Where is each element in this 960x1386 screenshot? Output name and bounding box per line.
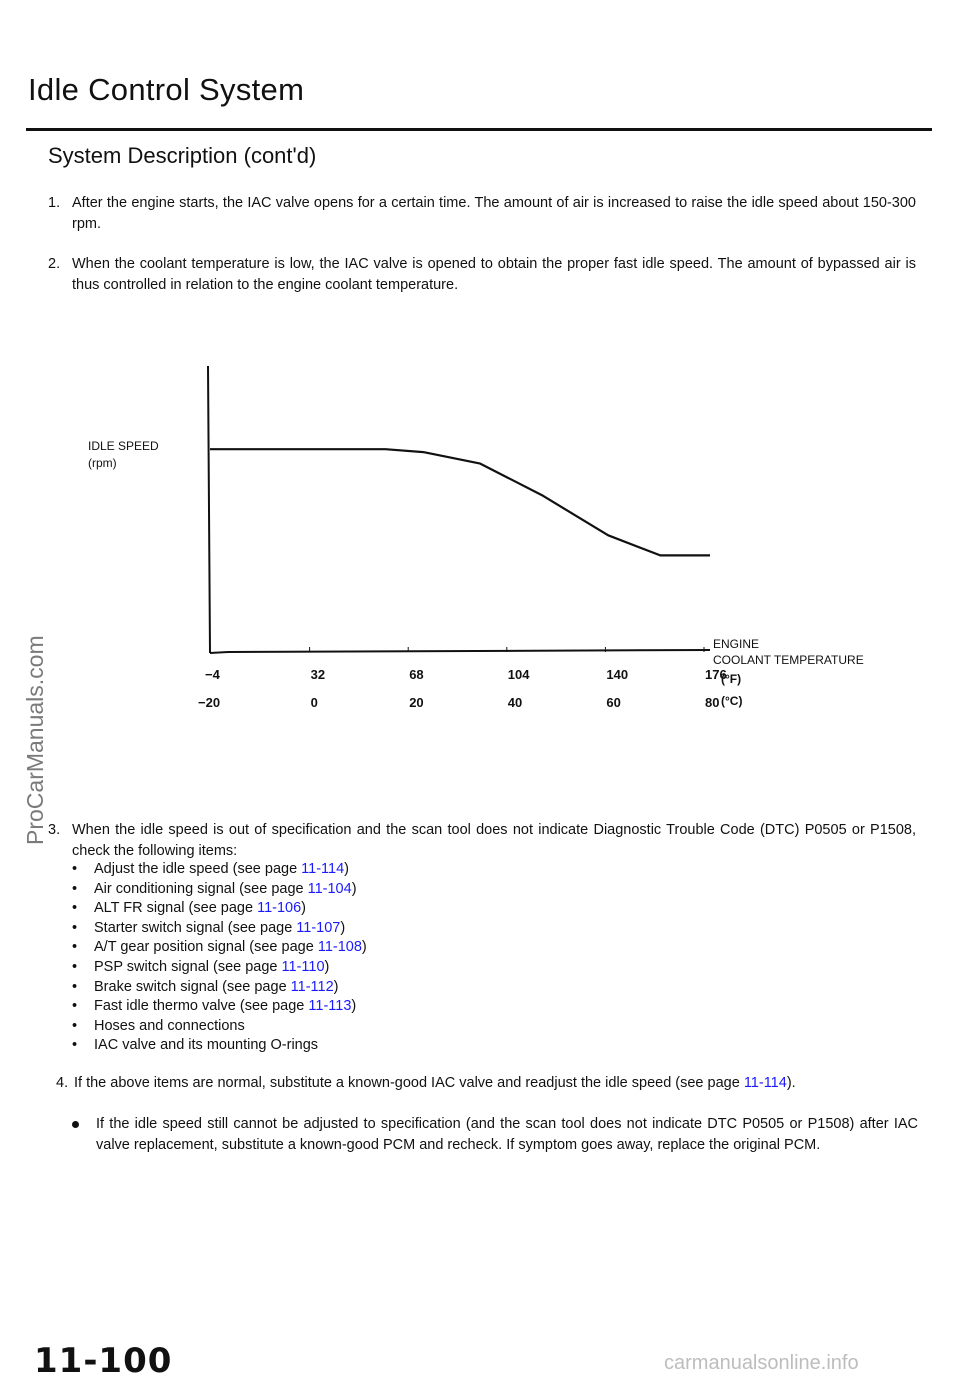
paragraph-1-number: 1.	[48, 195, 61, 211]
footer-site-watermark: carmanualsonline.info	[664, 1352, 859, 1374]
check-item-page-link[interactable]: 11-108	[317, 939, 362, 956]
x-unit-celsius: (°C)	[721, 694, 743, 708]
x-axis-label-line1: ENGINE	[713, 637, 760, 651]
check-item-page-link[interactable]: 11-106	[257, 900, 302, 917]
x-tick-label-celsius: 0	[310, 695, 318, 710]
check-item-close: )	[361, 939, 367, 956]
check-item-page-link[interactable]: 11-107	[296, 919, 341, 936]
step-3-text: When the idle speed is out of specification and the scan tool does not indicate Diagnostic Trouble Code (DTC) P0505 or P1508, check the following items:	[72, 822, 916, 859]
check-item-text: Brake switch signal (see page	[94, 978, 291, 995]
y-axis-line	[208, 366, 210, 653]
pcm-note	[72, 1114, 918, 1156]
check-item	[72, 978, 367, 998]
step-4-number: 4.	[56, 1075, 69, 1091]
check-item-page-link[interactable]: 11-104	[307, 880, 352, 897]
watermark-procarmanuals: ProCarManuals.com	[22, 635, 48, 845]
x-tick-label-fahrenheit: 176	[705, 667, 727, 682]
title-rule	[26, 128, 932, 131]
check-item-close: )	[340, 919, 346, 936]
check-item	[72, 919, 367, 939]
bullet-icon: •	[72, 880, 78, 897]
check-item-page-link[interactable]: 11-113	[308, 998, 352, 1015]
x-ticks-celsius	[198, 695, 719, 710]
step-4-close: ).	[786, 1075, 796, 1091]
y-axis-label-line2: (rpm)	[88, 456, 117, 470]
check-item	[72, 958, 367, 978]
check-item-text: PSP switch signal (see page	[94, 958, 282, 975]
check-item-close: )	[301, 900, 306, 917]
check-item-close: )	[351, 998, 357, 1015]
x-tick-label-fahrenheit: 104	[507, 667, 530, 682]
step-3	[48, 820, 916, 862]
bullet-icon: •	[72, 958, 78, 975]
bullet-icon: •	[72, 861, 78, 877]
bullet-icon: •	[72, 1017, 78, 1034]
paragraph-2	[48, 254, 916, 296]
x-tick-label-celsius: 60	[606, 695, 621, 710]
check-item	[72, 860, 367, 880]
check-item-page-link[interactable]: 11-112	[290, 978, 334, 995]
check-item-text: Fast idle thermo valve (see page	[94, 998, 309, 1015]
step-4-page-link[interactable]: 11-114	[743, 1075, 787, 1091]
check-item-text: ALT FR signal (see page	[94, 900, 258, 917]
x-tick-label-fahrenheit: 68	[409, 667, 424, 682]
step-4	[56, 1073, 916, 1094]
page-number: 11-100	[34, 1341, 173, 1381]
check-item-text: Air conditioning signal (see page	[94, 880, 308, 897]
check-item-text: Starter switch signal (see page	[94, 919, 297, 936]
paragraph-2-number: 2.	[48, 256, 61, 272]
check-item-page-link[interactable]: 11-114	[301, 861, 345, 877]
bullet-icon: •	[72, 1037, 78, 1054]
x-tick-label-celsius: 40	[507, 695, 523, 710]
check-item-close: )	[344, 861, 350, 877]
note-text: If the idle speed still cannot be adjusted to specification (and the scan tool does not indicate DTC P0505 or P1508) after IAC valve replacement, substitute a known-good PCM and recheck. If symptom goes away, replace the original PCM.	[96, 1116, 918, 1153]
page-title: Idle Control System	[28, 72, 305, 107]
step-4-text: If the above items are normal, substitute a known-good IAC valve and readjust the idle speed (see page	[74, 1075, 744, 1091]
bullet-icon: •	[72, 900, 78, 917]
check-item-close: )	[333, 978, 339, 995]
bullet-icon: •	[72, 998, 78, 1015]
note-bullet-icon	[72, 1121, 79, 1128]
x-tick-label-celsius: 80	[705, 695, 720, 710]
y-axis-label-line1: IDLE SPEED	[88, 439, 159, 453]
x-ticks-fahrenheit	[205, 667, 727, 682]
paragraph-1-text: After the engine starts, the IAC valve opens for a certain time. The amount of air is increased to raise the idle speed about 150-300 rpm.	[72, 195, 916, 232]
check-item	[72, 997, 367, 1017]
check-item	[72, 938, 367, 958]
paragraph-2-text: When the coolant temperature is low, the IAC valve is opened to obtain the proper fast idle speed. The amount of bypassed air is thus controlled in relation to the engine coolant temperature.	[72, 256, 916, 293]
bullet-icon: •	[72, 919, 78, 936]
x-unit-fahrenheit: (°F)	[721, 672, 742, 686]
step-4-text-wrap	[56, 1073, 916, 1094]
check-item-text: A/T gear position signal (see page	[94, 939, 318, 956]
check-item-page-link[interactable]: 11-110	[281, 958, 325, 975]
idle-speed-chart	[0, 350, 960, 730]
bullet-icon: •	[72, 939, 78, 956]
idle-speed-curve	[210, 449, 710, 555]
check-item-close: )	[351, 880, 357, 897]
x-tick-label-celsius: 20	[409, 695, 424, 710]
check-item-text: Adjust the idle speed (see page	[94, 861, 302, 877]
check-item	[72, 899, 367, 919]
check-item-text: IAC valve and its mounting O-rings	[94, 1037, 319, 1054]
x-tick-label-fahrenheit: 32	[310, 667, 326, 682]
check-item-text: Hoses and connections	[94, 1017, 245, 1034]
x-axis-label-line2: COOLANT TEMPERATURE	[713, 653, 864, 667]
check-item	[72, 880, 367, 900]
x-tick-label-fahrenheit: −4	[205, 667, 220, 682]
check-items-list	[72, 860, 367, 1056]
x-tick-label-celsius: −20	[198, 695, 221, 710]
paragraph-1	[48, 193, 916, 235]
check-item	[72, 1017, 367, 1037]
check-item-close: )	[324, 958, 330, 975]
x-tick-label-fahrenheit: 140	[606, 667, 629, 682]
check-item	[72, 1036, 367, 1056]
x-axis-line	[210, 650, 710, 653]
section-subtitle: System Description (cont'd)	[48, 143, 317, 168]
bullet-icon: •	[72, 978, 78, 995]
step-3-number: 3.	[48, 822, 61, 838]
